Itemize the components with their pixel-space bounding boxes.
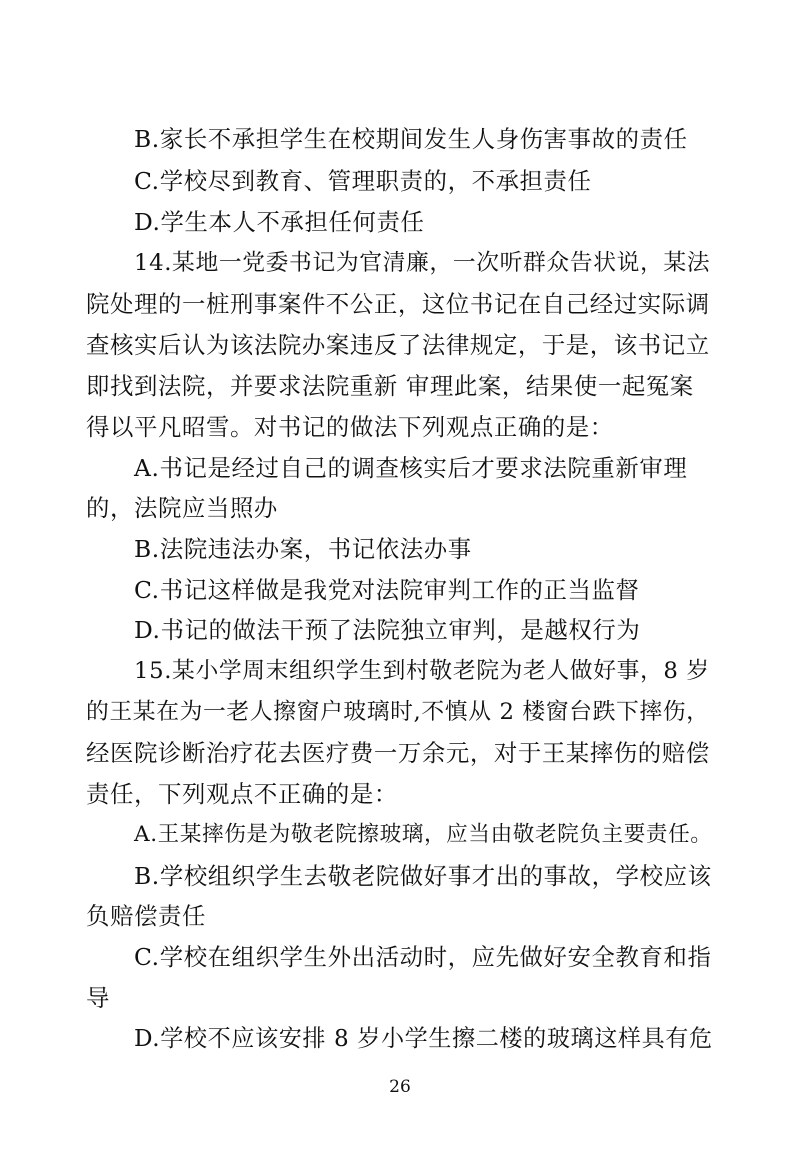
option-c-q15-line-1: C.学校在组织学生外出活动时，应先做好安全教育和指 [134,943,712,971]
option-c-q15-line-2: 导 [86,984,110,1012]
question-15-line-4: 责任，下列观点不正确的是： [86,780,398,808]
option-a-q14-line-1: A.书记是经过自己的调查核实后才要求法院重新审理 [134,454,688,482]
question-15-line-2: 的王某在为一老人擦窗户玻璃时,不慎从 2 楼窗台跌下摔伤， [86,699,710,725]
option-d-q13: D.学生本人不承担任何责任 [134,208,425,236]
page-number: 26 [389,1077,411,1097]
question-14-line-5: 得以平凡昭雪。对书记的做法下列观点正确的是： [86,413,614,441]
option-b-q14: B.法院违法办案，书记依法办事 [134,535,472,563]
question-15-line-1: 15.某小学周末组织学生到村敬老院为老人做好事，8 岁 [134,658,710,684]
option-d-q15: D.学校不应该安排 8 岁小学生擦二楼的玻璃这样具有危 [134,1026,713,1052]
option-a-q15: A.王某摔伤是为敬老院擦玻璃，应当由敬老院负主要责任。 [134,822,713,847]
question-14-line-4: 即找到法院，并要求法院重新 审理此案，结果使一起冤案 [86,372,694,400]
question-14-line-3: 查核实后认为该法院办案违反了法律规定，于是，该书记立 [86,331,710,359]
option-b-q13: B.家长不承担学生在校期间发生人身伤害事故的责任 [134,125,688,153]
option-b-q15-line-2: 负赔偿责任 [86,902,206,930]
option-d-q14: D.书记的做法干预了法院独立审判，是越权行为 [134,616,641,644]
question-14-line-2: 院处理的一桩刑事案件不公正，这位书记在自己经过实际调 [86,290,710,318]
option-c-q14: C.书记这样做是我党对法院审判工作的正当监督 [134,576,640,604]
question-15-line-3: 经医院诊断治疗花去医疗费一万余元，对于王某摔伤的赔偿 [86,739,710,767]
option-a-q14-line-2: 的，法院应当照办 [86,494,278,522]
option-b-q15-line-1: B.学校组织学生去敬老院做好事才出的事故，学校应该 [134,862,712,890]
question-14-line-1: 14.某地一党委书记为官清廉，一次听群众告状说，某法 [134,250,711,276]
option-c-q13: C.学校尽到教育、管理职责的，不承担责任 [134,167,592,195]
